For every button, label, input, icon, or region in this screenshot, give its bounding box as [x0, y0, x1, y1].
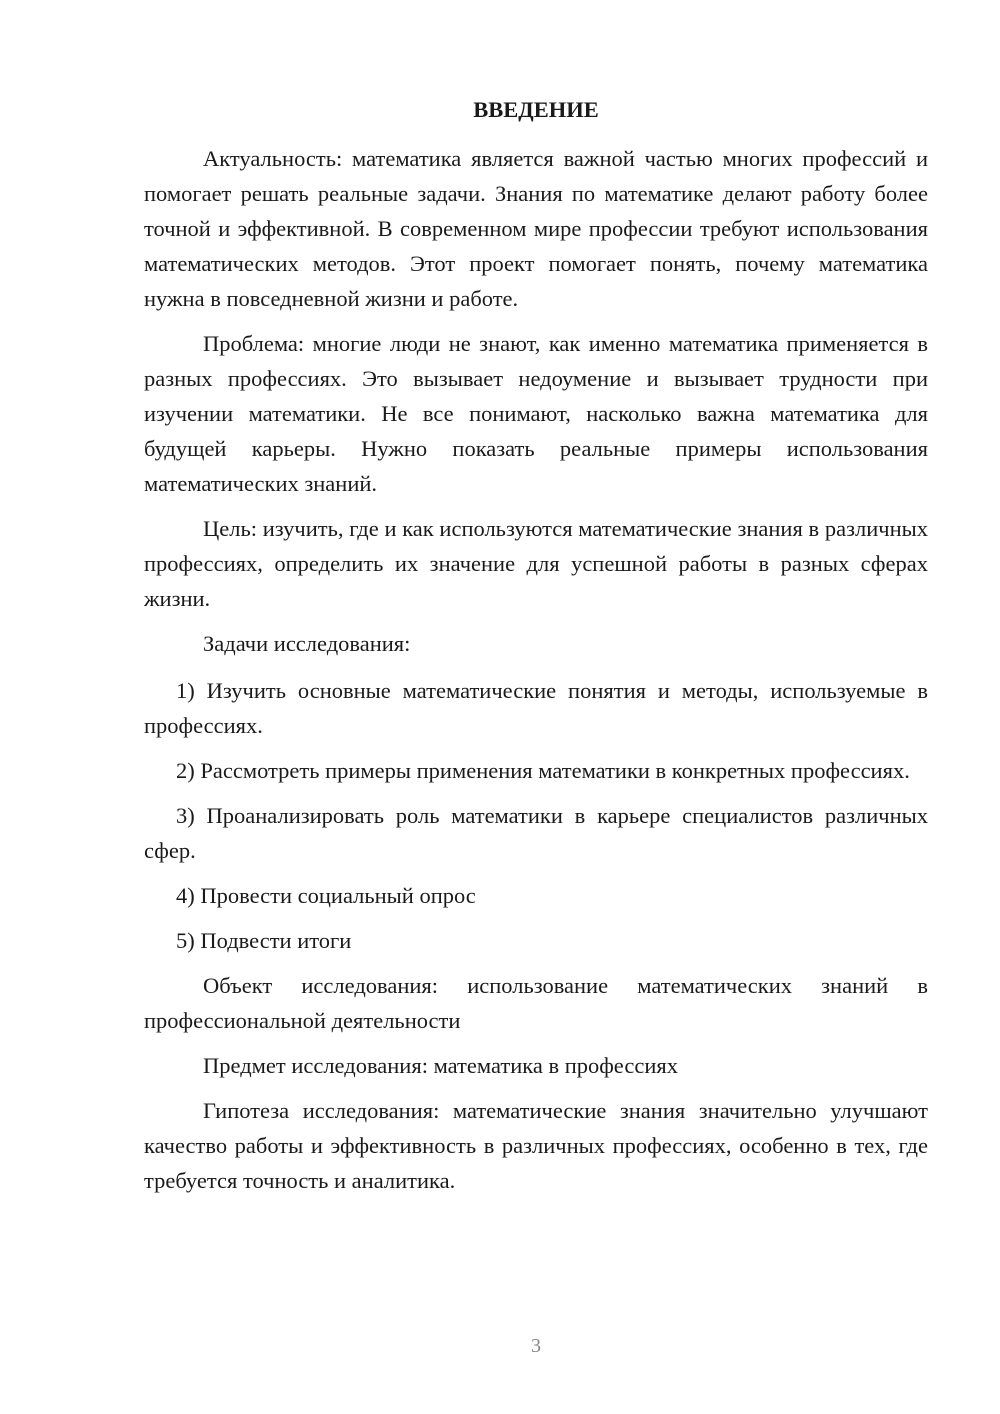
task-item-3: 3) Проанализировать роль математики в карьере специалистов различных сфер.	[144, 803, 928, 863]
goal-paragraph: Цель: изучить, где и как используются математические знания в различных профессиях, определить их значение для успешной работы в разных сферах жизни.	[144, 516, 928, 611]
task-item-4: 4) Провести социальный опрос	[176, 883, 476, 908]
tasks-heading: Задачи исследования:	[203, 631, 411, 656]
research-subject-paragraph: Предмет исследования: математика в профессиях	[203, 1053, 678, 1078]
page-content	[144, 95, 928, 1208]
problem-paragraph: Проблема: многие люди не знают, как именно математика применяется в разных профессиях. Это вызывает недоумение и вызывает трудности при изучении математики. Не все понимают, насколько важна математика для будущей карьеры. Нужно показать реальные примеры использования математических знаний.	[144, 331, 928, 496]
task-item-2: 2) Рассмотреть примеры применения математики в конкретных профессиях.	[176, 758, 910, 783]
relevance-paragraph: Актуальность: математика является важной частью многих профессий и помогает решать реальные задачи. Знания по математике делают работу более точной и эффективной. В современном мире профессии требуют использования математических методов. Этот проект помогает понять, почему математика нужна в повседневной жизни и работе.	[144, 146, 928, 311]
research-object-paragraph: Объект исследования: использование математических знаний в профессиональной деятельности	[144, 973, 928, 1033]
task-item-5: 5) Подвести итоги	[176, 928, 352, 953]
task-item-1: 1) Изучить основные математические понятия и методы, используемые в профессиях.	[144, 678, 928, 738]
hypothesis-paragraph: Гипотеза исследования: математические знания значительно улучшают качество работы и эффективность в различных профессиях, особенно в тех, где требуется точность и аналитика.	[144, 1098, 928, 1193]
page-number: 3	[531, 1335, 541, 1357]
page-title: ВВЕДЕНИЕ	[473, 97, 599, 122]
